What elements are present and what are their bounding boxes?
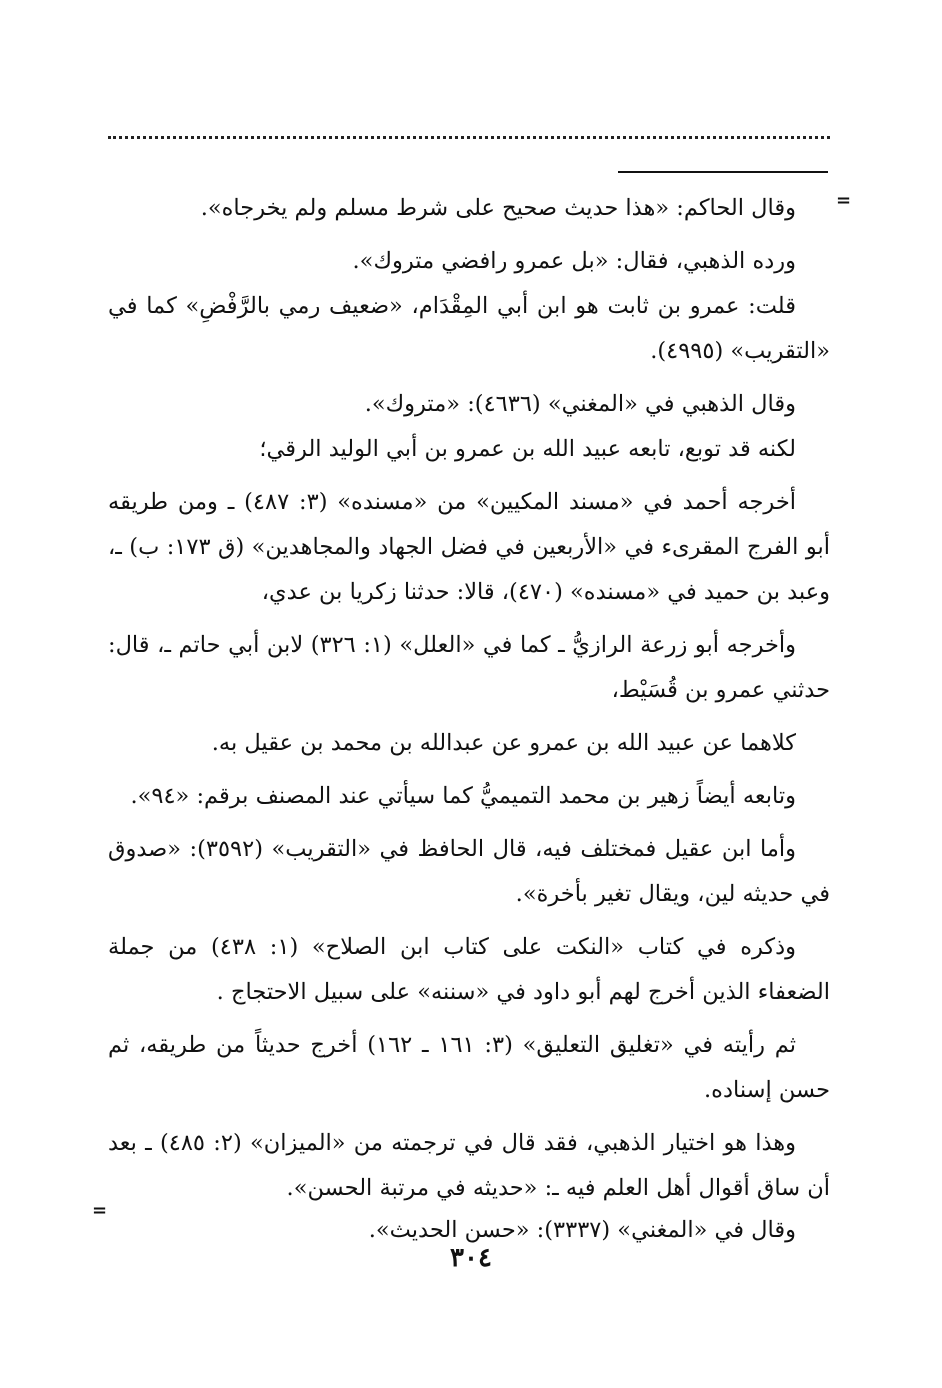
continuation-mark-bottom: = — [92, 1200, 108, 1221]
page-number: ٣٠٤ — [450, 1243, 492, 1273]
footnote-rule — [618, 171, 828, 173]
paragraph: وأما ابن عقيل فمختلف فيه، قال الحافظ في «التقريب» (٣٥٩٢): «صدوق في حديثه لين، ويقال تغير بأخرة». — [108, 836, 830, 907]
paragraph: أخرجه أحمد في «مسند المكيين» من «مسنده» (٣: ٤٨٧) ـ ومن طريقه أبو الفرج المقرىء في «الأربعين في فضل الجهاد والمجاهدين» (ق ١٧٣: ب) ـ، وعبد بن حميد في «مسنده» (٤٧٠)، قالا: حدثنا زكريا بن عدي، — [108, 489, 830, 605]
dotted-separator — [108, 136, 830, 151]
paragraph: وهذا هو اختيار الذهبي، فقد قال في ترجمته من «الميزان» (٢: ٤٨٥) ـ بعد أن ساق أقوال أهل العلم فيه ـ: «حديثه في مرتبة الحسن». — [108, 1130, 830, 1201]
paragraph: قلت: عمرو بن ثابت هو ابن أبي المِقْدَام، «ضعيف رمي بالرَّفْضِ» كما في «التقريب» (٤٩٩٥). — [108, 293, 830, 364]
continuation-mark-top: = — [836, 190, 852, 211]
paragraph: وذكره في كتاب «النكت على كتاب ابن الصلاح» (١: ٤٣٨) من جملة الضعفاء الذين أخرج لهم أبو داود في «سننه» على سبيل الاحتجاج . — [108, 934, 830, 1005]
paragraph: وتابعه أيضاً زهير بن محمد التميميُّ كما سيأتي عند المصنف برقم: «٩٤». — [130, 783, 796, 809]
paragraph: وقال الذهبي في «المغني» (٤٦٣٦): «متروك». — [364, 391, 796, 417]
paragraph: ورده الذهبي، فقال: «بل عمرو رافضي متروك». — [352, 248, 796, 274]
paragraph: ثم رأيته في «تغليق التعليق» (٣: ١٦١ ـ ١٦٢) أخرج حديثاً من طريقه، ثم حسن إسناده. — [108, 1032, 830, 1103]
footnote-text — [108, 186, 830, 1257]
paragraph: كلاهما عن عبيد الله بن عمرو عن عبدالله بن محمد بن عقيل به. — [211, 730, 796, 756]
paragraph: لكنه قد توبع، تابعه عبيد الله بن عمرو بن أبي الوليد الرقي؛ — [259, 436, 796, 462]
paragraph: وأخرجه أبو زرعة الرازيُّ ـ كما في «العلل» (١: ٣٢٦) لابن أبي حاتم ـ، قال: حدثني عمرو بن قُسَيْط، — [108, 632, 830, 703]
paragraph: وقال في «المغني» (٣٣٣٧): «حسن الحديث». — [368, 1217, 796, 1243]
paragraph: وقال الحاكم: «هذا حديث صحيح على شرط مسلم ولم يخرجاه». — [200, 195, 796, 221]
